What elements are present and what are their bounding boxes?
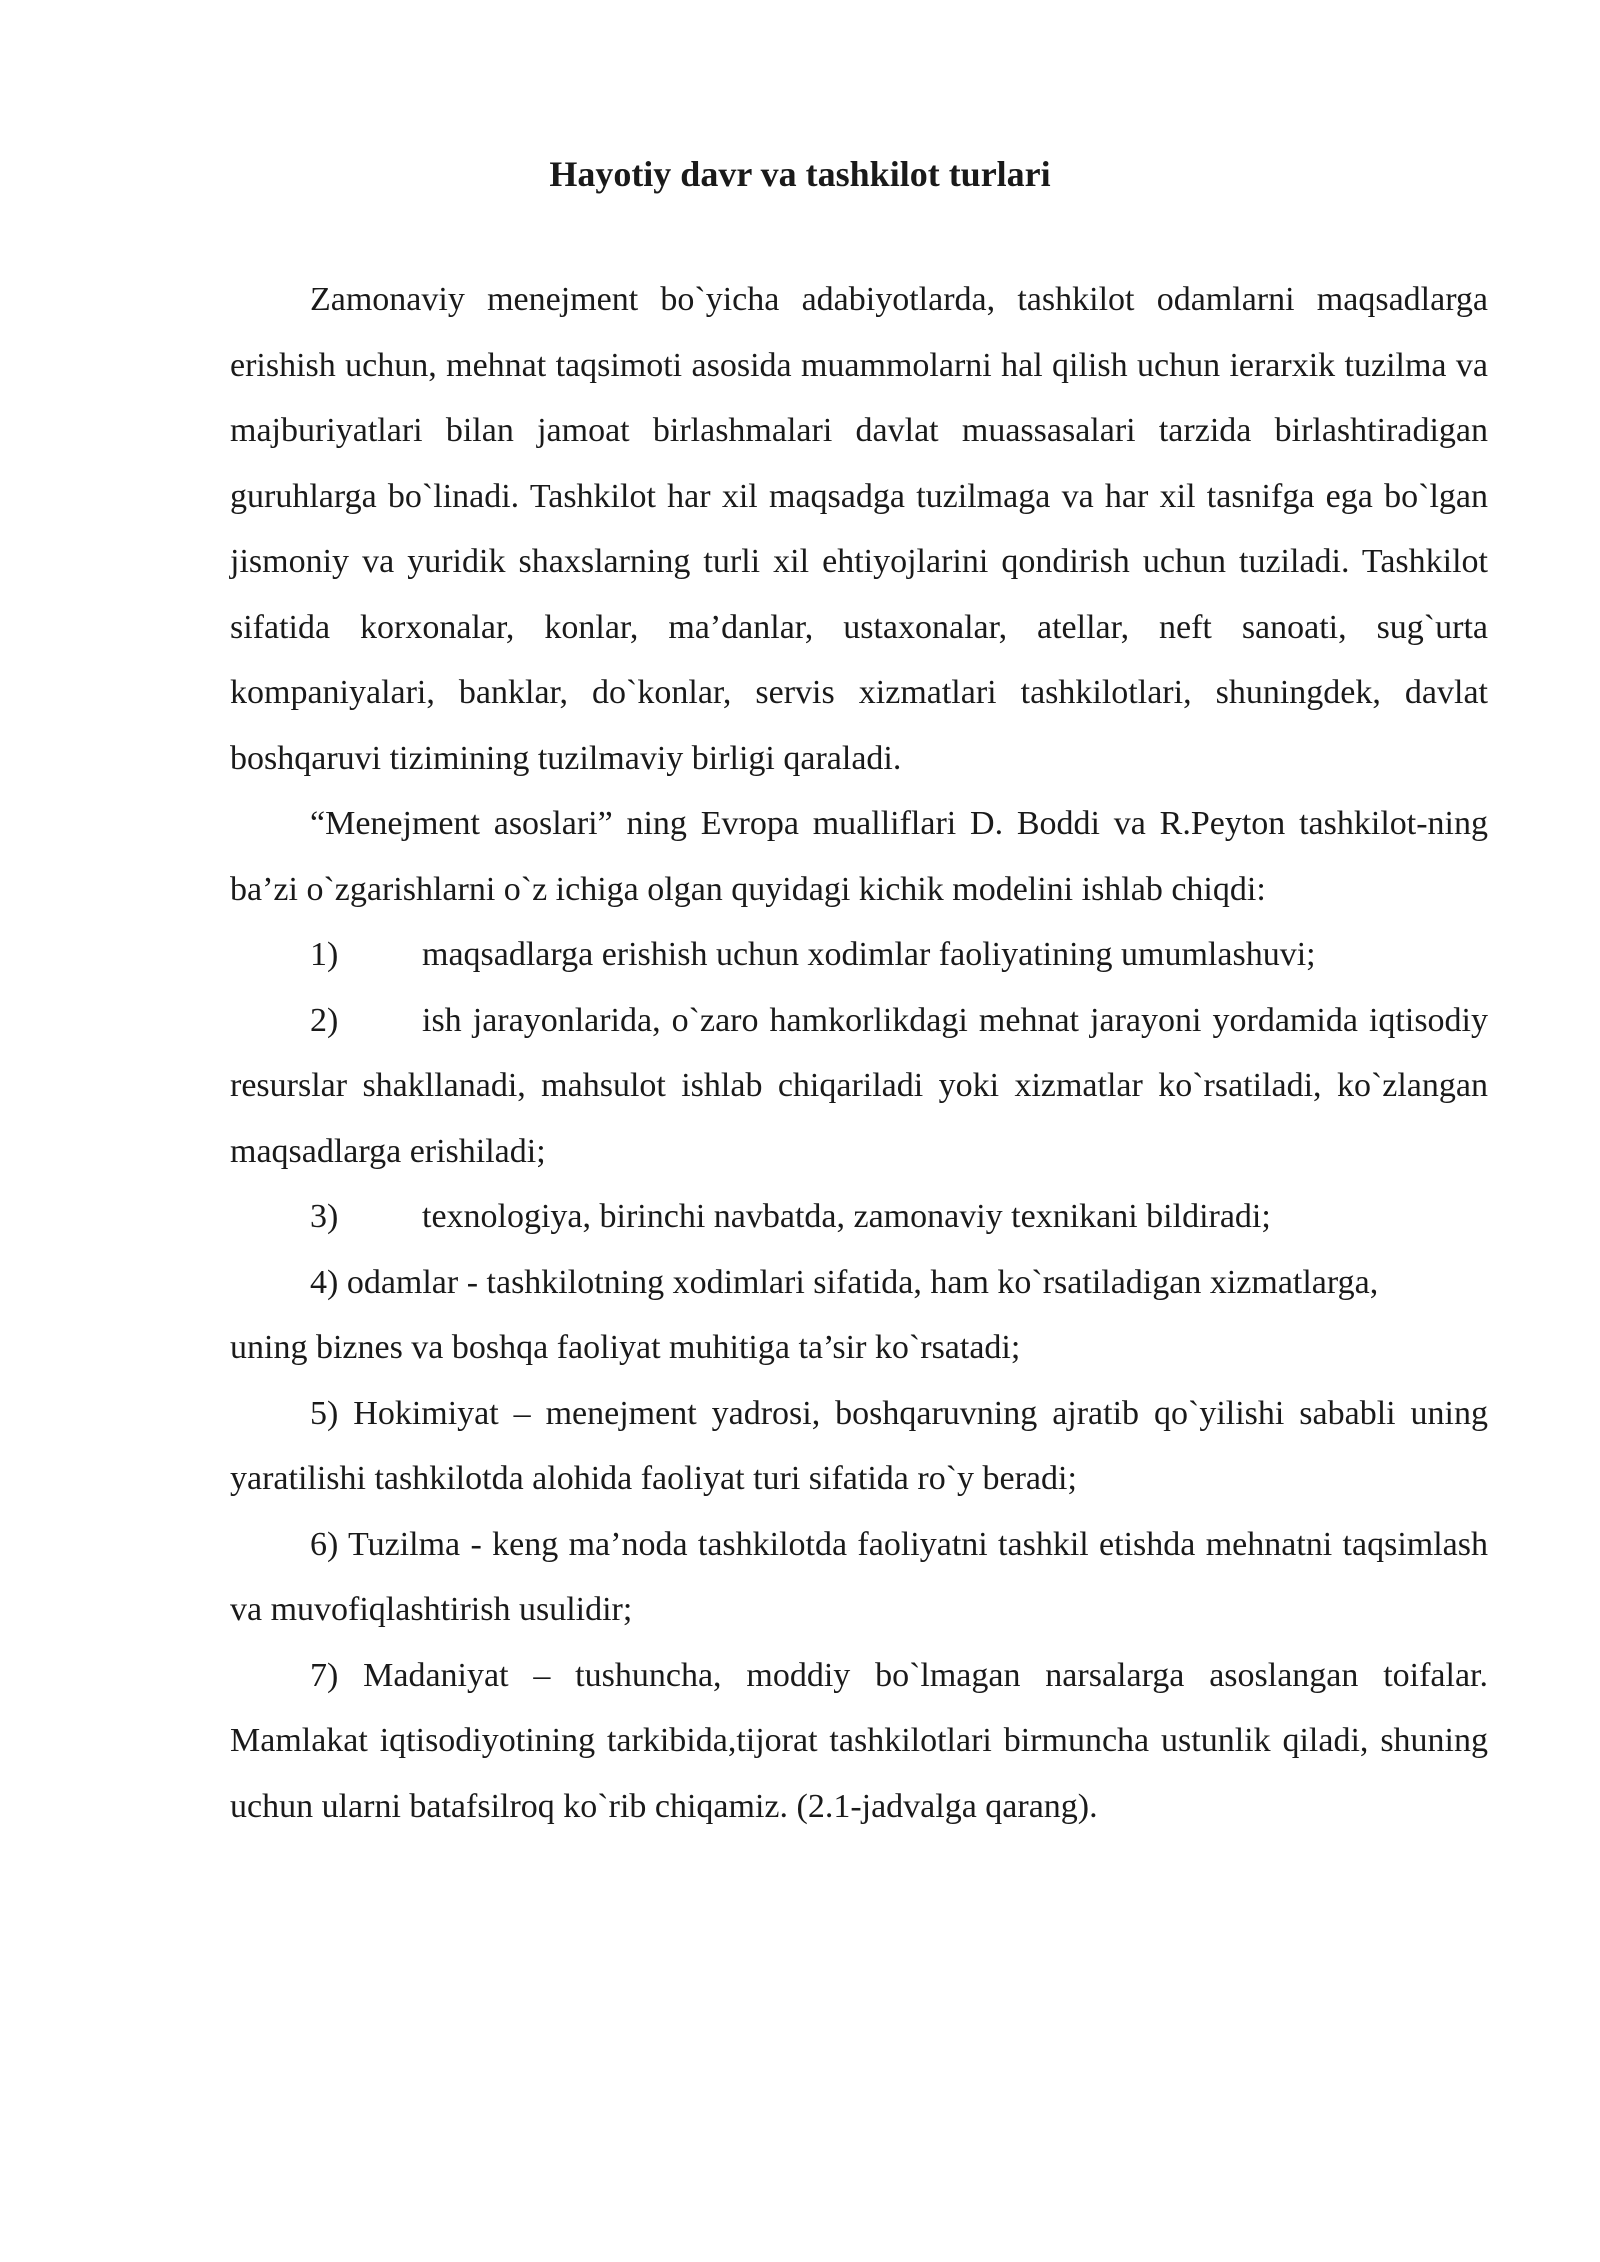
list-item-6: 6) Tuzilma - keng ma’noda tashkilotda faoliyatni tashkil etishda mehnatni taqsimlash va muvofiqlashtirish usulidir; — [230, 1525, 1488, 1628]
paragraph-intro: Zamonaviy menejment bo`yicha adabiyotlarda, tashkilot odamlarni maqsadlarga erishish uchun, mehnat taqsimoti asosida muammolarni hal qilish uchun ierarxik tuzilma va majburiyatlari bilan jamoat birlashmalari davlat muassasalari tarzida birlashtiradigan guruhlarga bo`linadi. Tashkilot har xil maqsadga tuzilmaga va har xil tasnifga ega bo`lgan jismoniy va yuridik shaxslarning turli xil ehtiyojlarini qondirish uchun tuziladi. Tashkilot sifatida korxonalar, konlar, ma’danlar, ustaxonalar, atellar, neft sanoati, sug`urta kompaniyalari, banklar, do`konlar, servis xizmatlari tashkilotlari, shuningdek, davlat boshqaruvi tizimining tuzilmaviy birligi qaraladi. — [230, 281, 1488, 777]
list-number: 3) — [310, 1198, 339, 1235]
list-number: 2) — [310, 1001, 339, 1039]
page-title: Hayotiy davr va tashkilot turlari — [549, 154, 1051, 194]
list-item-7: 7) Madaniyat – tushuncha, moddiy bo`lmagan narsalarga asoslangan toifalar. Mamlakat iqtisodiyotining tarkibida,tijorat tashkilotlari birmuncha ustunlik qiladi, shuning uchun ularni batafsilroq ko`rib chiqamiz. (2.1-jadvalga qarang). — [230, 1656, 1488, 1825]
paragraph-model-intro: “Menejment asoslari” ning Evropa mualliflari D. Boddi va R.Peyton tashkilot-ning ba’zi o`zgarishlarni o`z ichiga olgan quyidagi kichik modelini ishlab chiqdi: — [230, 805, 1488, 908]
list-item-1 — [230, 922, 1488, 988]
list-item-5: 5) Hokimiyat – menejment yadrosi, boshqaruvning ajratib qo`yilishi sababli uning yaratilishi tashkilotda alohida faoliyat turi sifatida ro`y beradi; — [230, 1394, 1488, 1497]
list-item-4: 4) odamlar - tashkilotning xodimlari sifatida, ham ko`rsatiladigan xizmatlarga, — [310, 1263, 1379, 1301]
list-item-2 — [230, 988, 1488, 1185]
list-item-text: texnologiya, birinchi navbatda, zamonaviy texnikani bildiradi; — [422, 1198, 1271, 1235]
list-item-text: maqsadlarga erishish uchun xodimlar faoliyatining umumlashuvi; — [422, 936, 1316, 973]
list-number: 1) — [310, 936, 339, 973]
document-body — [230, 267, 1488, 1839]
list-item-4-continuation: uning biznes va boshqa faoliyat muhitiga ta’sir ko`rsatadi; — [230, 1329, 1021, 1366]
list-item-3 — [230, 1184, 1488, 1250]
list-item-text: ish jarayonlarida, o`zaro hamkorlikdagi mehnat jarayoni yordamida iqtisodiy resurslar shakllanadi, mahsulot ishlab chiqariladi yoki xizmatlar ko`rsatiladi, ko`zlangan maqsadlarga erishiladi; — [230, 1001, 1488, 1170]
